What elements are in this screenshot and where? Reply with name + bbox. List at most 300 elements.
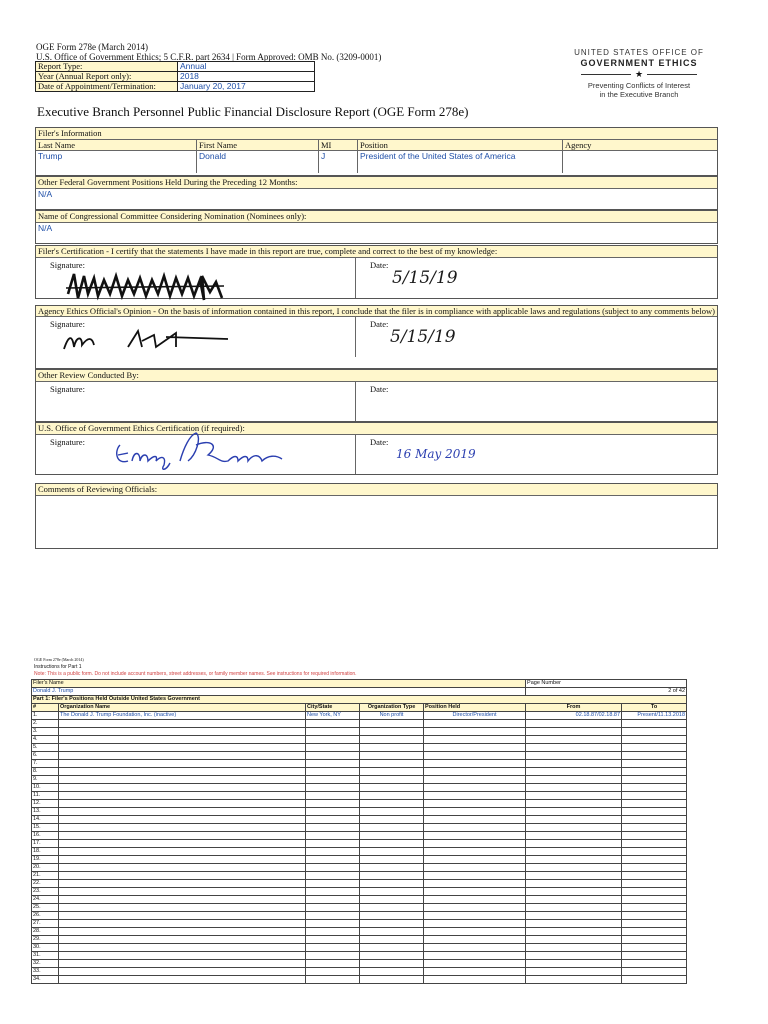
table-row (32, 856, 687, 864)
cell-from (526, 976, 622, 984)
cell-city (306, 928, 360, 936)
col-number: # (32, 704, 59, 712)
part1-rows (32, 712, 687, 984)
cell-city (306, 728, 360, 736)
cell-type (360, 928, 424, 936)
cell-to (622, 752, 687, 760)
other-review-date-cell (356, 382, 717, 421)
table-row (32, 728, 687, 736)
cell-n: 6. (32, 752, 59, 760)
logo-rule (572, 70, 706, 79)
cell-position (424, 880, 526, 888)
table-row (32, 960, 687, 968)
cell-from: 02.18.87/02.18.87 (526, 712, 622, 720)
table-row (32, 928, 687, 936)
page2-instructions: Instructions for Part 1 (34, 664, 82, 670)
cell-n: 24. (32, 896, 59, 904)
star-icon: ★ (634, 69, 644, 79)
cell-to (622, 896, 687, 904)
cell-from (526, 952, 622, 960)
cell-position (424, 872, 526, 880)
oge-date-cell (356, 435, 717, 474)
cell-from (526, 936, 622, 944)
cell-n: 10. (32, 784, 59, 792)
cell-type (360, 824, 424, 832)
cell-org (59, 952, 306, 960)
cell-from (526, 888, 622, 896)
cell-org (59, 936, 306, 944)
col-org-name: Organization Name (59, 704, 306, 712)
cell-type (360, 784, 424, 792)
table-row (32, 952, 687, 960)
cell-to (622, 904, 687, 912)
filer-info-heading: Filer's Information (36, 128, 717, 140)
cell-n: 19. (32, 856, 59, 864)
page2-note: Note: This is a public form. Do not include account numbers, street addresses, or family member names. See instructions for required information. (34, 671, 357, 677)
cell-to (622, 808, 687, 816)
cell-type: Non profit (360, 712, 424, 720)
cell-city (306, 952, 360, 960)
page-number-label: Page Number (526, 680, 687, 688)
cell-n: 17. (32, 840, 59, 848)
cell-to (622, 952, 687, 960)
table-row (32, 760, 687, 768)
filer-signature-label: Signature: (50, 260, 85, 270)
cell-city: New York, NY (306, 712, 360, 720)
cell-position (424, 968, 526, 976)
cell-org (59, 960, 306, 968)
cell-n: 33. (32, 968, 59, 976)
cell-position (424, 856, 526, 864)
filer-signature-mark (64, 264, 234, 306)
cell-to (622, 800, 687, 808)
cell-org (59, 920, 306, 928)
form-version-line: OGE Form 278e (March 2014) (36, 42, 148, 52)
table-row (32, 840, 687, 848)
cell-city (306, 936, 360, 944)
cell-to (622, 960, 687, 968)
table-row (32, 832, 687, 840)
cell-position (424, 728, 526, 736)
cell-n: 15. (32, 824, 59, 832)
cell-to (622, 944, 687, 952)
cell-type (360, 936, 424, 944)
cell-from (526, 736, 622, 744)
logo-line-1: UNITED STATES OFFICE OF (574, 48, 704, 57)
cell-org (59, 944, 306, 952)
table-row (32, 896, 687, 904)
cell-city (306, 904, 360, 912)
oge-signature-mark (110, 425, 290, 473)
part1-table (31, 679, 687, 984)
cell-n: 30. (32, 944, 59, 952)
cell-city (306, 872, 360, 880)
cell-position: Director/President (424, 712, 526, 720)
agency-signature-label: Signature: (50, 319, 85, 329)
cell-from (526, 928, 622, 936)
cell-position (424, 752, 526, 760)
cell-to: Present/11.13.2018 (622, 712, 687, 720)
report-type-row (36, 62, 315, 72)
cell-position (424, 960, 526, 968)
cell-type (360, 808, 424, 816)
filer-cert-heading: Filer's Certification - I certify that the statements I have made in this report are true, complete and correct to the best of my knowledge: (36, 246, 717, 258)
part1-title: Part 1: Filer's Positions Held Outside United States Government (32, 696, 687, 704)
cell-org (59, 976, 306, 984)
cell-n: 22. (32, 880, 59, 888)
cell-org (59, 888, 306, 896)
position-value: President of the United States of America (358, 151, 563, 174)
cell-position (424, 976, 526, 984)
cell-type (360, 968, 424, 976)
cell-to (622, 736, 687, 744)
col-last-name: Last Name (36, 140, 197, 151)
filer-info-section (35, 127, 718, 176)
col-agency: Agency (563, 140, 718, 151)
cell-org (59, 832, 306, 840)
cell-org: The Donald J. Trump Foundation, Inc. (inactive) (59, 712, 306, 720)
cell-city (306, 792, 360, 800)
cell-from (526, 912, 622, 920)
cell-type (360, 912, 424, 920)
agency-opinion-heading: Agency Ethics Official's Opinion - On the basis of information contained in this report, I conclude that the filer is in compliance with applicable laws and regulations (subject to any comments below) (36, 306, 717, 317)
cell-from (526, 744, 622, 752)
table-row (32, 720, 687, 728)
appointment-date-value: January 20, 2017 (178, 82, 315, 92)
cell-city (306, 768, 360, 776)
agency-signature-cell (36, 317, 356, 357)
cell-to (622, 928, 687, 936)
cell-from (526, 784, 622, 792)
table-row (32, 824, 687, 832)
cell-from (526, 880, 622, 888)
cell-to (622, 856, 687, 864)
cell-org (59, 848, 306, 856)
cell-org (59, 912, 306, 920)
cell-type (360, 976, 424, 984)
report-year-row (36, 72, 315, 82)
cell-org (59, 728, 306, 736)
agency-value (563, 151, 718, 174)
cell-city (306, 800, 360, 808)
col-mi: MI (319, 140, 358, 151)
cell-n: 2. (32, 720, 59, 728)
cell-city (306, 880, 360, 888)
cell-type (360, 920, 424, 928)
cell-org (59, 968, 306, 976)
cell-org (59, 896, 306, 904)
cell-to (622, 824, 687, 832)
other-positions-value: N/A (38, 189, 53, 199)
cell-n: 16. (32, 832, 59, 840)
table-row (32, 968, 687, 976)
table-row (32, 880, 687, 888)
cell-n: 3. (32, 728, 59, 736)
report-year-value: 2018 (178, 72, 315, 82)
mi-value: J (319, 151, 358, 174)
col-first-name: First Name (197, 140, 319, 151)
cell-to (622, 768, 687, 776)
cell-position (424, 768, 526, 776)
cell-from (526, 752, 622, 760)
cell-n: 27. (32, 920, 59, 928)
report-title: Executive Branch Personnel Public Financial Disclosure Report (OGE Form 278e) (37, 104, 469, 119)
cell-city (306, 784, 360, 792)
logo-tagline-1: Preventing Conflicts of Interest (587, 81, 691, 90)
cell-n: 29. (32, 936, 59, 944)
cell-to (622, 832, 687, 840)
cell-n: 21. (32, 872, 59, 880)
cell-org (59, 760, 306, 768)
table-row (32, 936, 687, 944)
cell-position (424, 808, 526, 816)
cell-position (424, 904, 526, 912)
cell-from (526, 920, 622, 928)
cell-org (59, 904, 306, 912)
cell-type (360, 792, 424, 800)
cell-city (306, 832, 360, 840)
cell-to (622, 728, 687, 736)
cell-city (306, 848, 360, 856)
cell-position (424, 736, 526, 744)
cell-type (360, 904, 424, 912)
other-review-date-label: Date: (370, 384, 389, 394)
table-row (32, 792, 687, 800)
cell-position (424, 896, 526, 904)
cell-position (424, 952, 526, 960)
cell-to (622, 880, 687, 888)
cell-position (424, 864, 526, 872)
cell-to (622, 936, 687, 944)
cell-n: 31. (32, 952, 59, 960)
cell-from (526, 904, 622, 912)
cell-from (526, 720, 622, 728)
cell-type (360, 800, 424, 808)
cell-n: 14. (32, 816, 59, 824)
appointment-date-label: Date of Appointment/Termination: (36, 82, 178, 92)
table-row (32, 904, 687, 912)
report-type-label: Report Type: (36, 62, 178, 72)
cell-from (526, 808, 622, 816)
appointment-date-row (36, 82, 315, 92)
oge-date-label: Date: (370, 437, 389, 447)
filer-date-cell (356, 258, 717, 298)
cell-from (526, 848, 622, 856)
oge-date-value: 16 May 2019 (396, 447, 476, 461)
cell-from (526, 824, 622, 832)
cell-org (59, 864, 306, 872)
cell-type (360, 856, 424, 864)
cell-city (306, 808, 360, 816)
cell-position (424, 776, 526, 784)
cell-to (622, 872, 687, 880)
cell-city (306, 912, 360, 920)
cell-city (306, 760, 360, 768)
committee-value: N/A (38, 223, 53, 233)
cell-position (424, 888, 526, 896)
cell-from (526, 856, 622, 864)
cell-n: 13. (32, 808, 59, 816)
cell-org (59, 776, 306, 784)
cell-city (306, 744, 360, 752)
col-city-state: City/State (306, 704, 360, 712)
table-row (32, 872, 687, 880)
cell-n: 7. (32, 760, 59, 768)
cell-position (424, 912, 526, 920)
cell-city (306, 896, 360, 904)
cell-from (526, 792, 622, 800)
cell-type (360, 896, 424, 904)
cell-type (360, 728, 424, 736)
cell-org (59, 880, 306, 888)
cell-to (622, 720, 687, 728)
oge-signature-cell (36, 435, 356, 474)
filer-cert-section (35, 245, 718, 299)
cell-from (526, 968, 622, 976)
table-row (32, 800, 687, 808)
cell-type (360, 872, 424, 880)
table-row (32, 768, 687, 776)
cell-city (306, 920, 360, 928)
cell-to (622, 968, 687, 976)
report-year-label: Year (Annual Report only): (36, 72, 178, 82)
cell-type (360, 776, 424, 784)
table-row (32, 744, 687, 752)
table-row (32, 912, 687, 920)
cell-type (360, 832, 424, 840)
cell-city (306, 816, 360, 824)
cell-type (360, 816, 424, 824)
table-row (32, 976, 687, 984)
page2-form-line: OGE Form 278e (March 2014) (34, 657, 84, 662)
cell-n: 9. (32, 776, 59, 784)
cell-org (59, 720, 306, 728)
cell-city (306, 840, 360, 848)
cell-type (360, 840, 424, 848)
cell-n: 25. (32, 904, 59, 912)
cell-n: 34. (32, 976, 59, 984)
table-row (32, 752, 687, 760)
cell-position (424, 816, 526, 824)
table-row (32, 784, 687, 792)
cell-org (59, 856, 306, 864)
report-type-value: Annual (178, 62, 315, 72)
table-row (32, 920, 687, 928)
cell-from (526, 864, 622, 872)
cell-city (306, 944, 360, 952)
cell-city (306, 752, 360, 760)
cell-from (526, 944, 622, 952)
agency-opinion-section (35, 305, 718, 369)
cell-city (306, 864, 360, 872)
cell-type (360, 760, 424, 768)
cell-org (59, 744, 306, 752)
other-review-heading: Other Review Conducted By: (36, 370, 717, 382)
cell-org (59, 736, 306, 744)
col-position-held: Position Held (424, 704, 526, 712)
cell-to (622, 920, 687, 928)
other-review-signature-cell (36, 382, 356, 421)
cell-type (360, 960, 424, 968)
cell-type (360, 944, 424, 952)
oge-logo (572, 48, 706, 99)
cell-n: 32. (32, 960, 59, 968)
cell-n: 5. (32, 744, 59, 752)
cell-type (360, 752, 424, 760)
col-position: Position (358, 140, 563, 151)
cell-org (59, 768, 306, 776)
cell-position (424, 944, 526, 952)
cell-position (424, 792, 526, 800)
cell-position (424, 848, 526, 856)
table-row (32, 736, 687, 744)
col-to: To (622, 704, 687, 712)
cell-org (59, 800, 306, 808)
cell-to (622, 864, 687, 872)
cell-n: 4. (32, 736, 59, 744)
cell-from (526, 832, 622, 840)
table-row (32, 888, 687, 896)
cell-type (360, 888, 424, 896)
table-row (32, 848, 687, 856)
cell-city (306, 960, 360, 968)
cell-type (360, 848, 424, 856)
cell-n: 28. (32, 928, 59, 936)
cell-position (424, 928, 526, 936)
oge-signature-label: Signature: (50, 437, 85, 447)
cell-n: 1. (32, 712, 59, 720)
agency-signature-mark (58, 323, 258, 353)
cell-position (424, 832, 526, 840)
filer-name-label: Filer's Name (32, 680, 526, 688)
col-from: From (526, 704, 622, 712)
cell-n: 26. (32, 912, 59, 920)
oge-cert-heading: U.S. Office of Government Ethics Certification (if required): (36, 423, 717, 435)
cell-from (526, 960, 622, 968)
cell-n: 12. (32, 800, 59, 808)
cell-org (59, 816, 306, 824)
cell-from (526, 800, 622, 808)
filer-name-value: Donald J. Trump (32, 688, 526, 696)
table-row (32, 808, 687, 816)
cell-org (59, 784, 306, 792)
cell-position (424, 840, 526, 848)
table-row (32, 712, 687, 720)
cell-from (526, 840, 622, 848)
cell-city (306, 968, 360, 976)
logo-tagline-2: in the Executive Branch (599, 90, 679, 99)
cell-type (360, 744, 424, 752)
cell-position (424, 744, 526, 752)
table-row (32, 816, 687, 824)
cell-from (526, 760, 622, 768)
filer-signature-cell (36, 258, 356, 298)
part1-table-wrap (31, 679, 686, 984)
agency-date-label: Date: (370, 319, 389, 329)
other-review-signature-label: Signature: (50, 384, 85, 394)
authority-line: U.S. Office of Government Ethics; 5 C.F.R. part 2634 | Form Approved: OMB No. (3209-0001) (36, 52, 382, 62)
cell-city (306, 736, 360, 744)
filer-info-table (36, 140, 717, 173)
cell-position (424, 784, 526, 792)
cell-from (526, 768, 622, 776)
cell-position (424, 720, 526, 728)
cell-org (59, 840, 306, 848)
table-row (32, 864, 687, 872)
cell-to (622, 784, 687, 792)
cell-to (622, 760, 687, 768)
cell-from (526, 896, 622, 904)
